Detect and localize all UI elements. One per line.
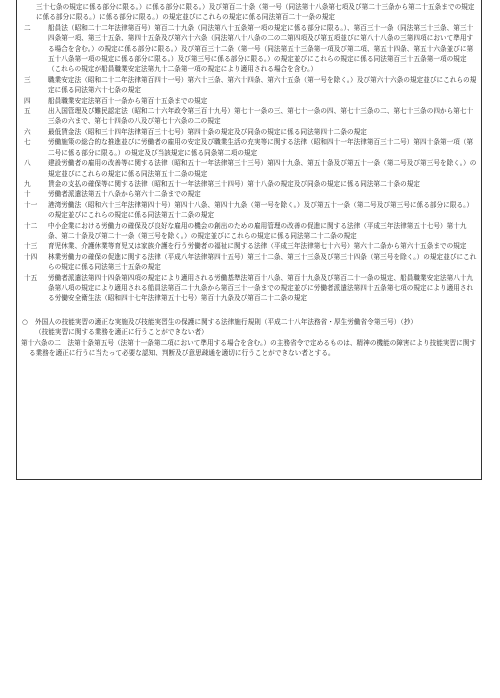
list-item bbox=[21, 127, 477, 137]
item-number: 九 bbox=[24, 179, 31, 188]
item-number: 十四 bbox=[24, 252, 38, 261]
article-caption: （技能実習に関する業務を適正に行うことができない者） bbox=[35, 328, 208, 337]
section-spacer bbox=[21, 304, 477, 317]
article-16-2: 第十六条の二 法第十条第五号（法第十一条第二項において準用する場合を含む。）の主務省令で定めるものは、精神の機能の障害により技能実習に関する業務を適正に行うに当たって必要な認知、判断及び意思疎通を適切に行うことができない者とする。 bbox=[21, 338, 477, 357]
list-item bbox=[21, 75, 477, 96]
item-number: 十一 bbox=[24, 200, 38, 209]
item-number: 八 bbox=[24, 159, 31, 168]
item-number: 十三 bbox=[24, 242, 38, 251]
item-text: 労働施策の総合的な推進並びに労働者の雇用の安定及び職業生活の充実等に関する法律（昭和四十一年法律第百三十二号）第四十条第一項（第二号に係る部分に限る。）の規定及び当該規定に係る同条第二項の規定 bbox=[48, 138, 474, 157]
list-item bbox=[21, 241, 477, 251]
regulation-title-text: 外国人の技能実習の適正な実施及び技能実習生の保護に関する法律施行規則（平成二十八年法務省・厚生労働省令第三号）（抄） bbox=[35, 317, 418, 326]
item-text: 職業安定法（昭和二十二年法律第百四十一号）第六十三条、第六十四条、第六十五条（第一号を除く。）及び第六十六条の規定並びにこれらの規定に係る同法第六十七条の規定 bbox=[48, 75, 477, 95]
list-item bbox=[21, 179, 477, 189]
item-number: 五 bbox=[24, 107, 31, 116]
item-number: 十五 bbox=[24, 273, 38, 282]
item-text: 建設労働者の雇用の改善等に関する法律（昭和五十一年法律第三十三号）第四十九条、第五十条及び第五十一条（第二号及び第三号を除く。）の規定並びにこれらの規定に係る同法第五十二条の規定 bbox=[48, 159, 477, 178]
list-item bbox=[21, 200, 477, 221]
provision-list bbox=[21, 2, 477, 304]
item-text: 育児休業、介護休業等育児又は家族介護を行う労働者の福祉に関する法律（平成三年法律第七十六号）第六十二条から第六十五条までの規定 bbox=[48, 242, 467, 251]
list-item bbox=[21, 2, 477, 23]
item-text: 労働者派遣法第四十四条第四項の規定により適用される労働基準法第百十八条、第百十九条及び第百二十一条の規定、船員職業安定法第八十九条第八項の規定により適用される船員法第百二十九条から第百三十一条までの規定並びに労働者派遣法第四十五条第七項の規定により適用される労働安全衛生法（昭和四十七年法律第五十七号）第百十九条及び第百二十二条の規定 bbox=[48, 273, 474, 303]
item-number: 二 bbox=[24, 23, 31, 32]
list-item bbox=[21, 96, 477, 106]
document-body bbox=[21, 2, 477, 358]
list-item bbox=[21, 273, 477, 304]
item-text: 三十七条の規定に係る部分に限る。）に係る部分に限る。）及び第百二十条（第一号（同法第十八条第七項及び第二十三条から第二十五条までの規定に係る部分に限る。）に係る部分に限る。）の規定並びにこれらの規定に係る同法第百二十一条の規定 bbox=[36, 3, 475, 22]
item-text: 船員職業安定法第百十一条から第百十五条までの規定 bbox=[48, 96, 208, 105]
item-number: 七 bbox=[24, 138, 31, 147]
item-text: 出入国管理及び難民認定法（昭和二十六年政令第三百十九号）第七十一条の三、第七十一条の四、第七十三条の二、第七十三条の四から第七十三条の六まで、第七十四条の八及び第七十六条の二の規定 bbox=[48, 107, 474, 126]
item-number: 三 bbox=[24, 75, 31, 84]
item-number: 四 bbox=[24, 96, 31, 105]
item-text: 最低賃金法（昭和三十四年法律第百三十七号）第四十条の規定及び同条の規定に係る同法第四十二条の規定 bbox=[48, 127, 367, 136]
item-text: 労働者派遣法第五十八条から第六十二条までの規定 bbox=[48, 190, 201, 199]
regulation-title bbox=[21, 317, 477, 327]
item-text: 賃金の支払の確保等に関する法律（昭和五十一年法律第三十四号）第十八条の規定及び同条の規定に係る同法第二十条の規定 bbox=[48, 179, 421, 188]
item-text: 中小企業における労働力の確保及び良好な雇用の機会の創出のための雇用管理の改善の促進に関する法律（平成三年法律第五十七号）第十九条、第二十条及び第二十一条（第三号を除く。）の規定並びにこれらの規定に係る同法第二十二条の規定 bbox=[48, 221, 467, 240]
list-item bbox=[21, 23, 477, 75]
circle-bullet: ○ bbox=[22, 317, 28, 326]
item-number: 十二 bbox=[24, 221, 38, 230]
item-text: 船員法（昭和二十二年法律第百号）第百二十九条（同法第八十五条第一項の規定に係る部分に限る。）、第百三十一条（同法第三十三条、第三十四条第一項、第三十五条、第四十五条及び第六十六条（同法第八十八条の二の二第四項及び第五項並びに第八十八条の三第四項において準用する場合を含む。）の規定に係る部分に限る。）及び第百三十二条（第一号（同法第五十三条第一項及び第二項、第五十四条、第五十六条並びに第五十八条第一項の規定に係る部分に限る。）及び第三号に係る部分に限る。）の規定並びにこれらの規定に係る同法第百三十五条第一項の規定（これらの規定が船員職業安定法第九十二条第一項の規定により適用される場合を含む。） bbox=[48, 23, 474, 74]
list-item bbox=[21, 106, 477, 127]
item-text: 港湾労働法（昭和六十三年法律第四十号）第四十八条、第四十九条（第一号を除く。）及び第五十一条（第二号及び第三号に係る部分に限る。）の規定並びにこれらの規定に係る同法第五十二条の規定 bbox=[48, 200, 474, 220]
list-item bbox=[21, 252, 477, 273]
item-number: 十 bbox=[24, 190, 31, 199]
list-item bbox=[21, 137, 477, 158]
item-text: 林業労働力の確保の促進に関する法律（平成八年法律第四十五号）第三十二条、第三十三条及び第三十四条（第三号を除く。）の規定並びにこれらの規定に係る同法第三十五条の規定 bbox=[48, 252, 477, 272]
list-item bbox=[21, 189, 477, 199]
item-number: 六 bbox=[24, 127, 31, 136]
list-item bbox=[21, 221, 477, 242]
list-item bbox=[21, 158, 477, 179]
